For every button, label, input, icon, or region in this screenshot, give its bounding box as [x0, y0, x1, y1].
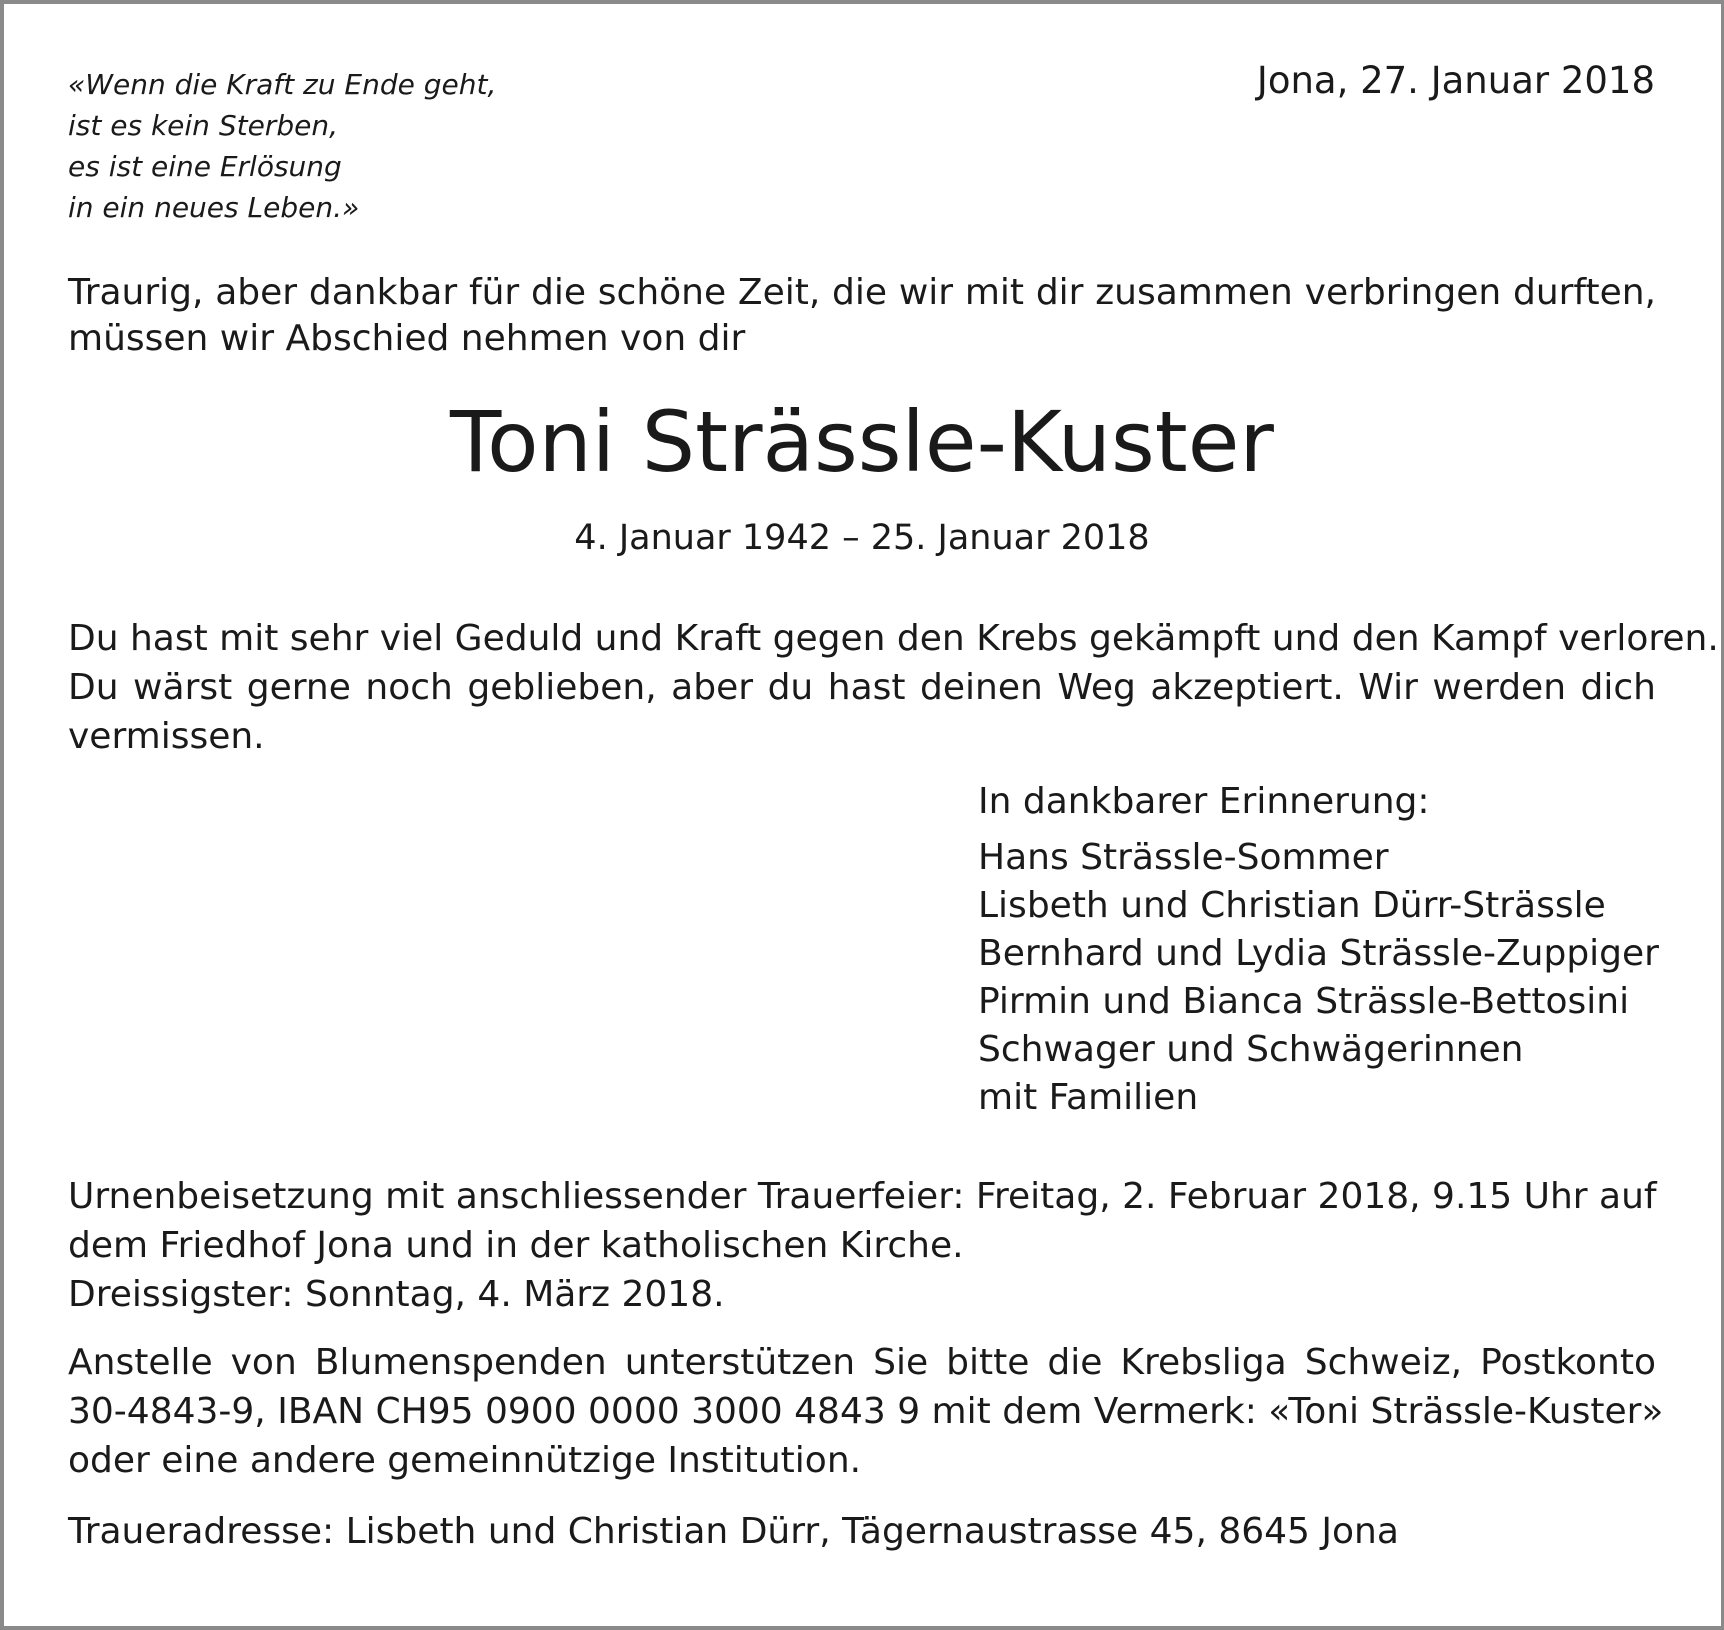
deceased-name: Toni Strässle-Kuster: [450, 393, 1274, 491]
intro-line: müssen wir Abschied nehmen von dir: [68, 318, 746, 359]
donation-info: [68, 1338, 1664, 1485]
motto-line: es ist eine Erlösung: [68, 150, 342, 183]
mourner-name: Lisbeth und Christian Dürr-Strässle: [978, 885, 1606, 926]
mourners-heading: In dankbarer Erinnerung:: [978, 781, 1430, 822]
mourning-address: Traueradresse: Lisbeth und Christian Dürr, Tägernaustrasse 45, 8645 Jona: [68, 1511, 1399, 1552]
intro-line: Traurig, aber dankbar für die schöne Zeit, die wir mit dir zusammen verbringen durften,: [68, 272, 1656, 313]
mourner-name: Pirmin und Bianca Strässle-Bettosini: [978, 981, 1630, 1022]
motto-quote: [68, 64, 496, 228]
mourners-block: [978, 778, 1659, 1122]
place-date: Jona, 27. Januar 2018: [1256, 59, 1655, 102]
service-line: Urnenbeisetzung mit anschliessender Trauerfeier: Freitag, 2. Februar 2018, 9.15 Uhr auf: [68, 1176, 1657, 1217]
lifespan-dates: 4. Januar 1942 – 25. Januar 2018: [574, 518, 1150, 558]
mourner-name: mit Familien: [978, 1077, 1199, 1118]
tribute-line: Du wärst gerne noch geblieben, aber du hast deinen Weg akzeptiert. Wir werden dich: [68, 667, 1656, 708]
service-line: Dreissigster: Sonntag, 4. März 2018.: [68, 1274, 725, 1315]
motto-line: in ein neues Leben.»: [68, 191, 360, 224]
donation-line: oder eine andere gemeinnützige Institution.: [68, 1440, 862, 1481]
intro-paragraph: [68, 270, 1656, 362]
mourner-name: Schwager und Schwägerinnen: [978, 1029, 1524, 1070]
motto-line: ist es kein Sterben,: [68, 109, 338, 142]
motto-line: «Wenn die Kraft zu Ende geht,: [68, 68, 497, 101]
donation-line: 30-4843-9, IBAN CH95 0900 0000 3000 4843 9 mit dem Vermerk: «Toni Strässle-Kuster»: [68, 1391, 1664, 1432]
tribute-line: Du hast mit sehr viel Geduld und Kraft gegen den Krebs gekämpft und den Kampf verloren.: [68, 618, 1719, 659]
mourner-name: Bernhard und Lydia Strässle-Zuppiger: [978, 933, 1659, 974]
tribute-line: vermissen.: [68, 716, 265, 757]
donation-line: Anstelle von Blumenspenden unterstützen Sie bitte die Krebsliga Schweiz, Postkonto: [68, 1342, 1656, 1383]
tribute-paragraph: [68, 614, 1719, 761]
service-info: [68, 1172, 1656, 1319]
mourner-name: Hans Strässle-Sommer: [978, 837, 1389, 878]
service-line: dem Friedhof Jona und in der katholischen Kirche.: [68, 1225, 964, 1266]
